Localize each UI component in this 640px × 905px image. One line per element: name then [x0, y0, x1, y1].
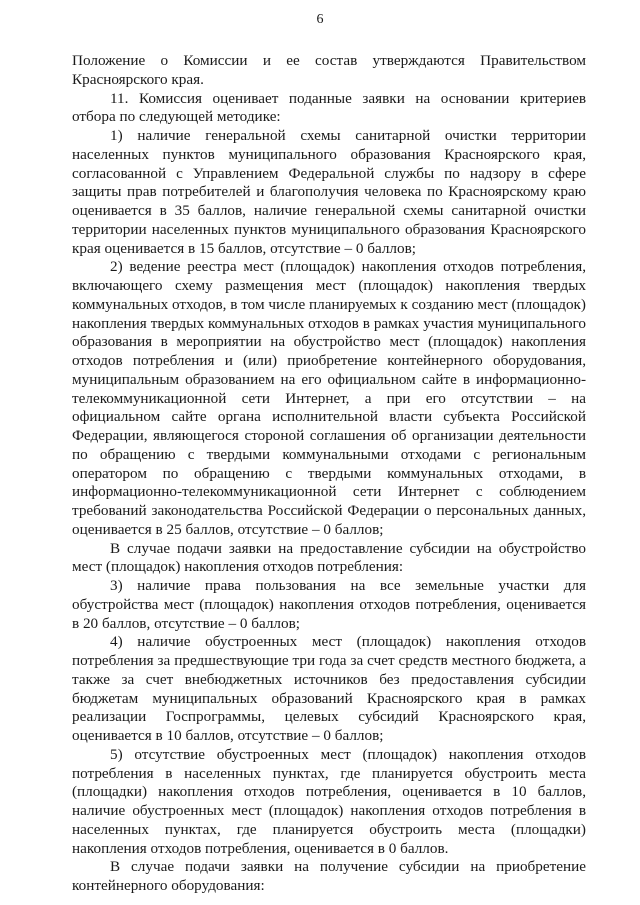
- paragraph-criterion-3: 3) наличие права пользования на все земельные участки для обустройства мест (площадок) накопления отходов потребления, оценивается в 20 баллов, отсутствие – 0 баллов;: [72, 577, 586, 632]
- paragraph-criterion-5: 5) отсутствие обустроенных мест (площадок) накопления отходов потребления в населенных пунктах, где планируется обустроить места (площадки) накопления отходов потребления, оценивается в 10 баллов, наличие обустроенных мест (площадок) накопления отходов потребления в населенных пунктах, где планируется обустроить места (площадки) накопления отходов потребления, оценивается в 0 баллов.: [72, 745, 586, 857]
- paragraph-subsidy-arrangement-case: В случае подачи заявки на предоставление субсидии на обустройство мест (площадок) накопления отходов потребления:: [72, 539, 586, 576]
- paragraph-criterion-1: 1) наличие генеральной схемы санитарной очистки территории населенных пунктов муниципального образования Красноярского края, согласованной с Управлением Федеральной службы по надзору в сфере защиты прав потребителей и благополучия человека по Красноярскому краю оценивается в 35 баллов, наличие генеральной схемы санитарной очистки территории населенных пунктов муниципального образования Красноярского края оценивается в 15 баллов, отсутствие – 0 баллов;: [72, 127, 586, 257]
- paragraph-commission-regulation: Положение о Комиссии и ее состав утверждаются Правительством Красноярского края.: [72, 52, 586, 88]
- paragraph-container-equipment-case: В случае подачи заявки на получение субсидии на приобретение контейнерного оборудования:: [72, 858, 586, 894]
- document-body: [72, 52, 586, 896]
- paragraph-clause-11: 11. Комиссия оценивает поданные заявки на основании критериев отбора по следующей методике:: [72, 89, 586, 126]
- page-number: 6: [316, 12, 324, 27]
- paragraph-criterion-2: 2) ведение реестра мест (площадок) накопления отходов потребления, включающего схему размещения мест (площадок) накопления твердых коммунальных отходов, в том числе планируемых к созданию мест (площадок) накопления твердых коммунальных отходов в рамках участия муниципального образования в мероприятии на обустройство мест (площадок) накопления отходов потребления и (или) приобретение контейнерного оборудования, муниципальным образованием на его официальном сайте в информационно-телекоммуникационной сети Интернет, а при его отсутствии – на официальном сайте органа исполнительной власти субъекта Российской Федерации, являющегося стороной соглашения об организации деятельности по обращению с твердыми коммунальными отходами с региональным оператором по обращению с твердыми коммунальных отходами, в информационно-телекоммуникационной сети Интернет с соблюдением требований законодательства Российской Федерации о персональных данных, оценивается в 25 баллов, отсутствие – 0 баллов;: [72, 258, 586, 538]
- paragraph-criterion-4: 4) наличие обустроенных мест (площадок) накопления отходов потребления за предшествующие три года за счет средств местного бюджета, а также за счет внебюджетных источников без предоставления субсидии бюджетам муниципальных образований Красноярского края в рамках реализации Госпрограммы, целевых субсидий Красноярского края, оценивается в 10 баллов, отсутствие – 0 баллов;: [72, 633, 586, 744]
